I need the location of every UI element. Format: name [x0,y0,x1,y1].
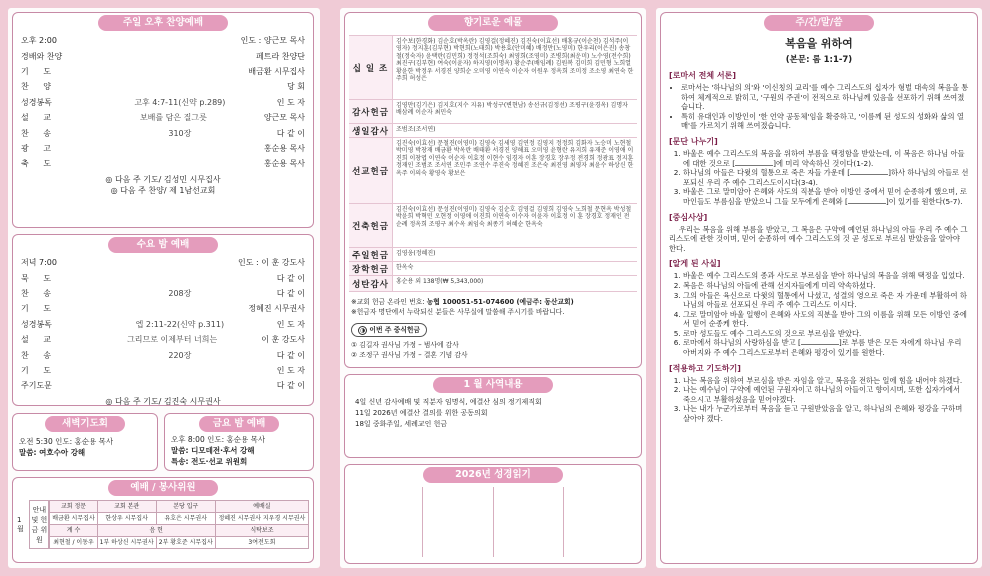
offering-label: 생일감사 [349,124,393,137]
order-row [21,156,305,171]
friday-worship-box [164,413,314,471]
ministry-cell: 배금환 시무집사 [50,513,97,525]
left-panel [8,8,320,568]
ministry-header: 식탁보조 [215,525,308,537]
ministry-title: 예배 / 봉사위원 [108,480,218,496]
sermon-tag: 주/간/말/씀 [764,15,874,31]
wednesday-worship-box [12,234,314,406]
ministry-cell: 2부 황호준 시무집사 [156,537,215,549]
order-detail: 208장 [168,288,192,298]
order-label: 설 교 [21,113,57,123]
order-person: 배금환 시무집사 [248,66,305,76]
fact-item: 3. 그의 아들은 육신으로 다윗의 혈통에서 나셨고, 성결의 영으로 죽은 자 가운데 부활하여 하나님의 아들로 선포되신 우리 주 예수 그리스도 이시다. [683,291,969,310]
order-row [21,378,305,393]
offering-label: 건축헌금 [349,204,393,247]
order-detail: 그리므로 이제부터 너희는 [127,335,218,345]
sunday-note-prayer: ◎ 다음 주 기도/ 김성민 시무집사 [105,174,221,184]
ministry-cell: 정혜진 시무권사 지우경 시무권사 [215,513,308,525]
ministry-cell: 1부 하상신 시무권사 [97,537,156,549]
paragraph-item: 3. 바울은 그로 말미암아 은혜와 사도의 직분을 받아 이방인 중에서 믿어 순종하게 했으며, 로마인들도 부름심을 받았으니 그들 모두에게 은혜와 [ ]이 있기를 원한다(5-7). [683,187,969,206]
order-person: 다 같 이 [276,350,305,360]
friday-worship-special: 특송: 전도·선교 위원회 [171,457,248,466]
ministry-cell: 한상우 시무집사 [97,513,156,525]
offering-account-prefix: ※교회 헌금 온라인 번호: [351,298,425,306]
circle-icon: ◑ [359,326,366,334]
week-offering-badge [351,323,427,337]
order-label: 기 도 [21,365,57,375]
order-label: 찬 송 [21,350,57,360]
event-item: 11일 2026년 예결산 결의를 위한 공동의회 [355,409,488,417]
order-row [21,317,305,332]
week-offering-item: ② 조정구 권사님 가정 – 결혼 기념 감사 [351,351,468,359]
right-panel [656,8,982,568]
offering-account-number: 농협 100051-51-074600 (예금주: 동산교회) [426,298,574,306]
friday-worship-time: 오후 8:00 인도: 홍순용 목사 [171,435,266,444]
offering-title: 향기로운 예물 [428,15,558,31]
section-heading: [문단 나누기] [669,136,718,146]
order-row [21,141,305,156]
paragraph-item: 1. 바울은 예수 그리스도의 복음을 위하여 부름을 택정함을 받았는데, 이 복음은 하나님 아들에 대한 것으로 [ ]에 미리 약속하신 것이다(1-2). [683,149,969,168]
ministry-header: 계 수 [50,525,97,537]
order-label: 설 교 [21,335,57,345]
events-title: 1 월 사역내용 [433,377,553,393]
apply-item: 3. 나는 내가 누군가로부터 복음을 듣고 구원받았음을 알고, 하나님의 은혜와 평강을 구하며 살아야 겠다. [683,404,969,423]
ministry-cell: 3여전도회 [215,537,308,549]
order-person: 다 같 이 [276,381,305,391]
intro-item: • 특히 유대인과 이방인이 '한 언약 공동체'임을 확증하고, '이름께 된 성도의 성화와 삶의 열매'를 가르치기 위해 쓰여졌습니다. [681,112,969,131]
order-row [21,270,305,285]
order-person: 정혜진 시무권사 [248,304,305,314]
apply-item: 1. 나는 복음을 위하여 부르심을 받은 자임을 알고, 복음을 전하는 일에 힘을 내어야 하겠다. [683,376,969,386]
ministry-header: 교회 본관 [97,501,156,513]
event-item: 18일 중화주일, 세례교인 헌금 [355,420,448,428]
section-heading: [로마서 전체 서론] [669,71,736,80]
order-label: 찬 송 [21,128,57,138]
order-person: 인 도 자 [276,97,305,107]
apply-item: 2. 나는 예수님이 구약에 예언된 구원자이고 하나님의 아들이고 향이시며, 또한 십자가에서 죽으시고 부활하셨음을 믿어야겠다. [683,385,969,404]
ministry-table [49,500,309,549]
order-row [21,363,305,378]
offering-row [349,248,637,262]
sermon-passage: (본문: 롬 1:1-7) [785,55,853,65]
offering-names: 김진숙(이효선) 문성진(이영미) 김영숙 김순호 김영걸 김영희 김영숙 노희철 문현옥 박성철 박윤희 박혁민 오현정 이영애 이진희 이연숙 이수자 이윤자 이효정 이 훈 장경호 정재인 전순례 정옥희 조평구 최수옥 최임숙 최종기 허혜순 한옥숙 [396,206,632,228]
order-row [21,64,305,79]
fact-item: 1. 바울은 예수 그리스도의 종과 사도로 부르심을 받아 하나님의 복음을 위해 택정을 입었다. [683,271,969,281]
order-label: 묵 도 [21,273,57,283]
reading-title: 2026년 성경읽기 [423,467,563,483]
ministry-month: 1 월 [17,515,24,533]
order-person: 인 도 자 [276,319,305,329]
fact-item: 2. 복음은 하나님의 아들에 관해 선지자들에게 미리 약속하셨다. [683,281,969,291]
order-label: 기 도 [21,304,57,314]
offering-list [349,35,637,292]
order-label: 축 도 [21,159,57,169]
offering-box [344,12,642,368]
dawn-prayer-time: 오전 5:30 인도: 홍순용 목사 [19,437,114,446]
offering-label: 장학헌금 [349,262,393,275]
wednesday-order-list [21,270,305,393]
order-detail: 보배를 담은 질그릇 [139,113,207,123]
order-person: 양근모 목사 [263,113,305,123]
dawn-prayer-box [12,413,158,471]
offering-label: 주일헌금 [349,248,393,261]
sermon-title: 복음을 위하여 [785,37,853,50]
ministry-header: 본당 입구 [156,501,215,513]
offering-row [349,276,637,292]
fill-in-blank [850,168,888,175]
order-row [21,286,305,301]
order-row [21,110,305,125]
offering-row [349,204,637,248]
sunday-leader: 인도 : 양근모 목사 [240,36,305,46]
sunday-worship-title: 주일 오후 찬양예배 [98,15,228,31]
offering-names: 김수보(한경화) 김순호(박옥란) 김영걸(정혜진) 김진숙(이효선) 배홍규(이순천) 김석주(이영자) 정지훈(김부현) 박현희(노태희) 박용효(안미혜) 배정만(노영미) 한우리(이은진) 송창철(정숙자) 윤택란(김민희) 정정석(조희숙) 최영희(조영미) 조병희(최운미) 노수영(전수희) 최진구(김부현) 여숙(이윤자) 하지영(이명옥) 황순주(배임례) 김원복 김미희 김민형 노희열 황윤한 박정우 서경진 양희순 오미영 이연숙 이순자 이원우 정옥희 조미정 조소영 최연숙 한주희 허성은 [396,38,634,83]
order-row [21,347,305,362]
fill-in-blank [848,197,886,204]
order-person: 다 같 이 [276,288,305,298]
section-heading: [적용하고 기도하기] [669,363,741,373]
dawn-prayer-word: 말씀: 여호수아 강해 [19,448,86,457]
event-item: 4일 신년 감사예배 및 직분자 임명식, 예결산 심의 정기제직회 [355,398,542,406]
order-label: 광 고 [21,143,57,153]
order-label: 성경봉독 [21,319,52,329]
offering-names: 김영웅(정혜진) [396,250,436,257]
order-person: 다 같 이 [276,128,305,138]
wednesday-leader: 인도 : 이 훈 강도사 [238,258,305,268]
order-person: 페트라 찬양단 [256,51,305,61]
order-label: 찬 송 [21,288,57,298]
order-detail: 310장 [168,128,192,138]
week-offering-item: ① 김길자 권사님 가정 – 범사에 감사 [351,341,459,349]
dawn-prayer-title: 새벽기도회 [45,416,125,432]
offering-names: 김진숙(이효선) 문철진(이영미) 김영숙 김세영 김연정 김영지 정정희 김화자 노승미 노현철 박미영 박창재 배금환 박옥란 배태환 서경진 양해표 오미영 윤형란 유지희 유재준 이영애 이진희 이창엽 이연숙 이순자 이효정 이현수 임경자 이훈 장경호 장우정 전경희 정광표 정지훈 정재인 조범조 조서연 조민주 조연수 주진숙 정혜진 조은숙 최진영 최영자 최윤수 하상신 한옥주 이의숙 황영숙 황보은 [396,140,634,177]
order-person: 홍순용 목사 [263,159,305,169]
ministry-header: 예배실 [215,501,308,513]
offering-row [349,138,637,204]
order-label: 경배와 찬양 [21,51,63,61]
fact-item: 6. 로마에서 하나님의 사랑하심을 받고 [ ]로 부름 받은 모든 자에게 하나님 우리 아버지와 주 예수 그리스도로부터 은혜와 평강이 있기를 원한다. [683,338,969,357]
order-label: 기 도 [21,66,57,76]
offering-names: 조범조(조서연) [396,126,436,133]
order-detail: 220장 [168,350,192,360]
offering-row [349,36,637,100]
offering-account [351,297,637,307]
sunday-time: 오후 2:00 [21,36,57,46]
offering-names: 김영만(김기은) 김지호(지수 지유) 박성구(변현남) 송선규(김정선) 조평구(윤경옥) 김명자 배삼례 이순자 최민숙 [396,102,628,117]
order-person: 홍순용 목사 [263,143,305,153]
ministry-header: 음 헌 [97,525,215,537]
order-row [21,301,305,316]
paragraph-item: 2. 하나님의 아들은 다윗의 혈통으로 죽은 자들 가운데 [ ]하사 하나님의 아들로 선포되신 우리 주 예수 그리스도이시다(3-4). [683,168,969,187]
offering-row [349,100,637,124]
offering-label: 십 일 조 [349,36,393,99]
friday-worship-word: 말씀: 디모데전·후서 강해 [171,446,255,455]
wednesday-note-prayer: ◎ 다음 주 기도/ 김진숙 시무권사 [105,396,221,406]
ministry-header: 교회 정문 [50,501,97,513]
ministry-cell: 최현철 / 이동우 [50,537,97,549]
friday-worship-title: 금요 밤 예배 [199,416,279,432]
offering-account-note: ※헌금자 명단에서 누락되신 분들은 사무실에 말씀해 주시기를 바랍니다. [351,308,565,316]
order-row [21,332,305,347]
ministry-cell: 유호은 시무권사 [156,513,215,525]
wednesday-time: 저녁 7:00 [21,258,57,268]
reading-grid [353,487,633,557]
sunday-note-praise: ◎ 다음 주 찬양/ 제 1남선교회 [110,185,216,195]
ministry-role: 안내 및 헌금 위원 [29,500,49,549]
offering-label: 선교헌금 [349,138,393,203]
order-row [21,125,305,140]
sunday-worship-box [12,12,314,228]
week-offering-title: 이번 주 중식헌금 [369,326,421,334]
order-person: 당 회 [287,82,305,92]
section-heading: [알게 된 사실] [669,259,721,269]
order-row [21,95,305,110]
sermon-box [660,12,978,564]
wednesday-worship-title: 수요 밤 예배 [108,237,218,253]
central-idea-text: 우리는 복음을 위해 부름을 받았고, 그 복음은 구약에 예언된 하나님의 아들 우리 주 예수 그리스도에 관한 것이며, 믿어 순종하여 예수 그리스도의 것 곧 성도로 부르심 받았음을 알아야 한다. [669,224,968,253]
order-label: 찬 양 [21,82,57,92]
fact-item: 4. 그로 말미암아 바울 일행이 은혜와 사도의 직분을 받아 그의 이름을 위해 모든 이방인 중에서 믿어 순종케 한다. [683,310,969,329]
offering-names: 홍순용 외 138명(₩ 5,343,000) [396,278,484,285]
section-heading: [중심사상] [669,212,708,222]
order-person: 다 같 이 [276,273,305,283]
order-person: 이 훈 강도사 [261,335,305,345]
ministry-box [12,477,314,563]
offering-label: 성탄감사 [349,276,393,291]
middle-panel [340,8,646,568]
offering-row [349,262,637,276]
events-box [344,374,642,458]
order-person: 인 도 자 [276,365,305,375]
intro-item: • 로마서는 '하나님의 의'와 '이신칭의 교리'를 예수 그리스도의 십자가 형벌 대속의 복음을 통하여 체계적으로 밝히고, '구원의 주권'이 전적으로 하나님께 있음을 선포하기 위해 쓰여졌습니다. [681,83,969,112]
order-label: 주기도문 [21,381,52,391]
order-detail: 엡 2:11-22(신약 p.311) [135,319,225,329]
order-label: 성경봉독 [21,97,52,107]
order-row [21,79,305,94]
reading-box [344,464,642,564]
fill-in-blank [801,338,839,345]
offering-names: 한옥숙 [396,264,414,271]
offering-row [349,124,637,138]
fact-item: 5. 로마 성도들도 예수 그리스도의 것으로 부르심을 받았다. [683,329,969,339]
fill-in-blank [735,159,773,166]
offering-label: 감사헌금 [349,100,393,123]
order-row [21,48,305,63]
sunday-order-list [21,48,305,171]
order-detail: 고후 4:7-11(신약 p.289) [134,97,226,107]
